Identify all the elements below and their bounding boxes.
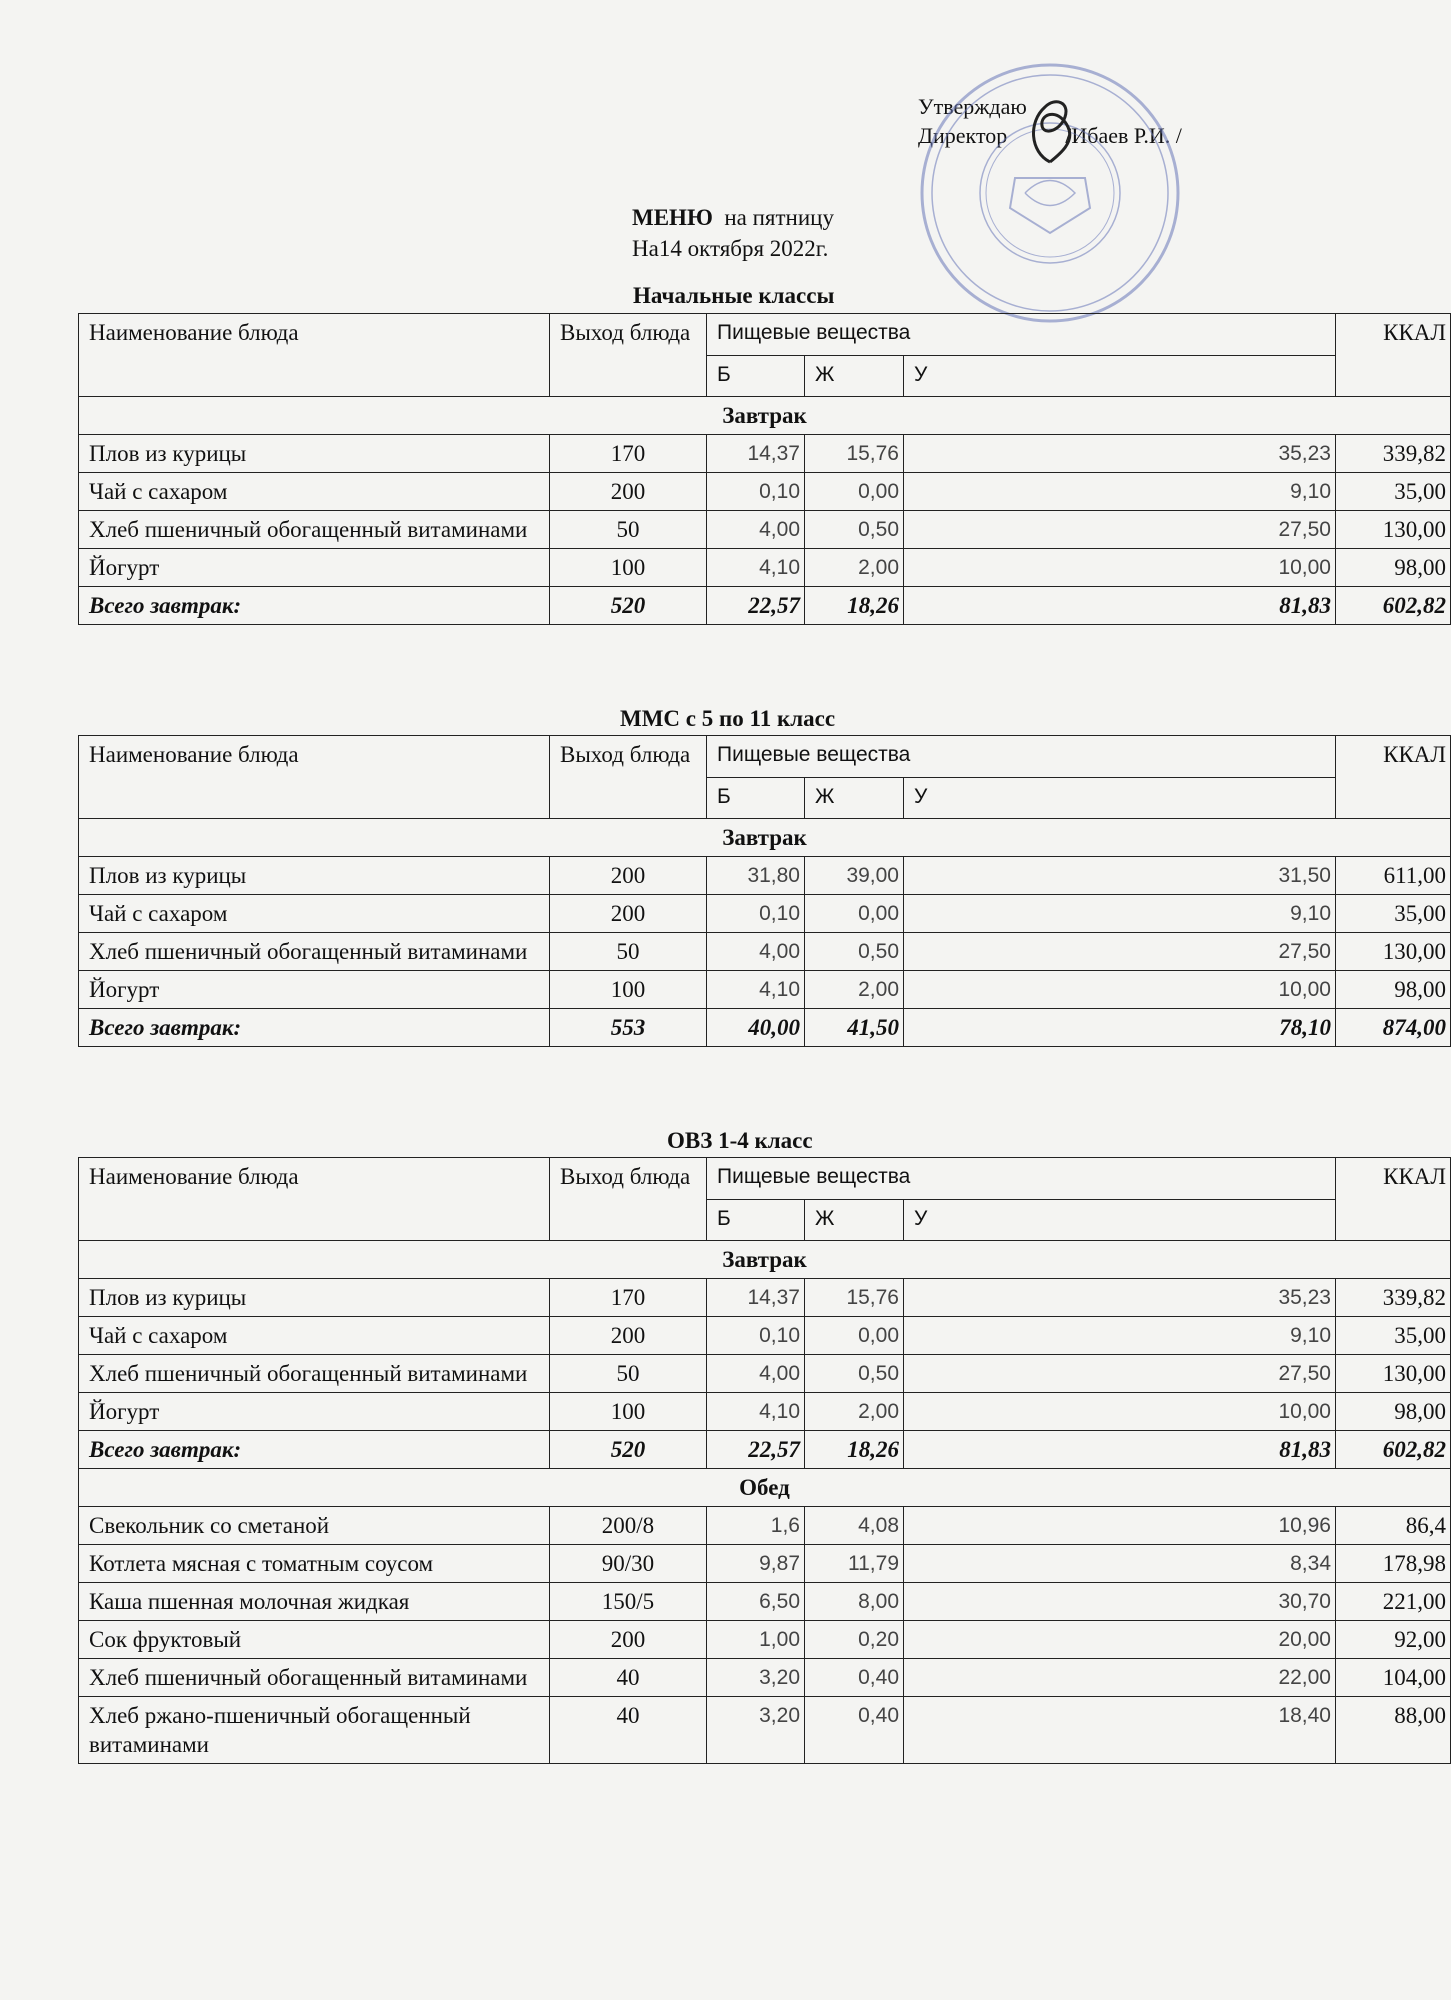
header-nutrients: Пищевые вещества	[707, 1158, 1336, 1200]
dish-fat: 0,50	[805, 933, 904, 971]
table-row	[79, 473, 1451, 511]
menu-day: на пятницу	[724, 205, 834, 230]
dish-fat: 11,79	[805, 1545, 904, 1583]
dish-fat: 0,50	[805, 1355, 904, 1393]
dish-fat: 0,00	[805, 895, 904, 933]
dish-output: 100	[550, 1393, 707, 1431]
dish-carbs: 9,10	[904, 473, 1336, 511]
total-protein: 40,00	[707, 1009, 805, 1047]
total-row	[79, 587, 1451, 625]
dish-protein: 0,10	[707, 473, 805, 511]
header-dish-name: Наименование блюда	[79, 314, 550, 397]
total-row	[79, 1431, 1451, 1469]
dish-output: 40	[550, 1697, 707, 1764]
dish-output: 50	[550, 511, 707, 549]
dish-fat: 15,76	[805, 435, 904, 473]
dish-protein: 14,37	[707, 1279, 805, 1317]
dish-protein: 1,00	[707, 1621, 805, 1659]
dish-fat: 2,00	[805, 1393, 904, 1431]
section-title-mms: ММС с 5 по 11 класс	[620, 706, 836, 731]
header-output: Выход блюда	[550, 736, 707, 819]
dish-protein: 9,87	[707, 1545, 805, 1583]
total-kcal: 602,82	[1336, 1431, 1451, 1469]
header-carbs: У	[904, 355, 1336, 397]
dish-carbs: 9,10	[904, 1317, 1336, 1355]
dish-name: Йогурт	[79, 971, 550, 1009]
header-protein: Б	[707, 777, 805, 819]
dish-kcal: 130,00	[1336, 933, 1451, 971]
dish-output: 100	[550, 971, 707, 1009]
total-carbs: 81,83	[904, 587, 1336, 625]
dish-kcal: 35,00	[1336, 1317, 1451, 1355]
dish-fat: 8,00	[805, 1583, 904, 1621]
dish-name: Хлеб пшеничный обогащенный витаминами	[79, 511, 550, 549]
table-header-row	[79, 1158, 1451, 1200]
dish-fat: 0,20	[805, 1621, 904, 1659]
dish-protein: 6,50	[707, 1583, 805, 1621]
dish-protein: 4,10	[707, 971, 805, 1009]
dish-output: 200/8	[550, 1507, 707, 1545]
total-kcal: 874,00	[1336, 1009, 1451, 1047]
dish-protein: 0,10	[707, 1317, 805, 1355]
dish-kcal: 98,00	[1336, 549, 1451, 587]
header-protein: Б	[707, 1199, 805, 1241]
dish-protein: 3,20	[707, 1697, 805, 1764]
dish-fat: 15,76	[805, 1279, 904, 1317]
dish-carbs: 27,50	[904, 511, 1336, 549]
dish-fat: 0,40	[805, 1659, 904, 1697]
dish-name: Свекольник со сметаной	[79, 1507, 550, 1545]
total-output: 520	[550, 1431, 707, 1469]
dish-fat: 0,00	[805, 1317, 904, 1355]
dish-fat: 0,00	[805, 473, 904, 511]
dish-kcal: 88,00	[1336, 1697, 1451, 1764]
table-row	[79, 971, 1451, 1009]
header-kcal: ККАЛ	[1336, 1158, 1451, 1241]
table-row	[79, 1279, 1451, 1317]
table-header-row	[79, 736, 1451, 778]
dish-output: 40	[550, 1659, 707, 1697]
dish-protein: 0,10	[707, 895, 805, 933]
menu-table-primary	[78, 313, 1451, 625]
dish-fat: 39,00	[805, 857, 904, 895]
meal-title: Завтрак	[79, 397, 1451, 435]
dish-name: Хлеб пшеничный обогащенный витаминами	[79, 1355, 550, 1393]
dish-kcal: 92,00	[1336, 1621, 1451, 1659]
dish-protein: 4,10	[707, 549, 805, 587]
dish-carbs: 35,23	[904, 1279, 1336, 1317]
dish-output: 200	[550, 473, 707, 511]
table-row	[79, 549, 1451, 587]
dish-protein: 31,80	[707, 857, 805, 895]
header-fat: Ж	[805, 1199, 904, 1241]
total-carbs: 78,10	[904, 1009, 1336, 1047]
dish-name: Плов из курицы	[79, 435, 550, 473]
table-row	[79, 1355, 1451, 1393]
total-kcal: 602,82	[1336, 587, 1451, 625]
header-kcal: ККАЛ	[1336, 314, 1451, 397]
dish-kcal: 98,00	[1336, 1393, 1451, 1431]
dish-output: 90/30	[550, 1545, 707, 1583]
dish-output: 200	[550, 857, 707, 895]
table-row	[79, 511, 1451, 549]
header-dish-name: Наименование блюда	[79, 736, 550, 819]
total-carbs: 81,83	[904, 1431, 1336, 1469]
dish-fat: 0,40	[805, 1697, 904, 1764]
dish-kcal: 104,00	[1336, 1659, 1451, 1697]
table-row	[79, 1621, 1451, 1659]
dish-carbs: 31,50	[904, 857, 1336, 895]
dish-carbs: 35,23	[904, 435, 1336, 473]
dish-name: Плов из курицы	[79, 1279, 550, 1317]
dish-kcal: 611,00	[1336, 857, 1451, 895]
dish-carbs: 20,00	[904, 1621, 1336, 1659]
dish-name: Котлета мясная с томатным соусом	[79, 1545, 550, 1583]
total-fat: 41,50	[805, 1009, 904, 1047]
dish-name: Хлеб пшеничный обогащенный витаминами	[79, 1659, 550, 1697]
dish-protein: 14,37	[707, 435, 805, 473]
dish-kcal: 339,82	[1336, 1279, 1451, 1317]
dish-carbs: 27,50	[904, 1355, 1336, 1393]
dish-name: Сок фруктовый	[79, 1621, 550, 1659]
section-title-primary: Начальные классы	[633, 283, 835, 308]
dish-kcal: 35,00	[1336, 473, 1451, 511]
signature-icon	[1020, 92, 1090, 172]
menu-title: МЕНЮ	[632, 205, 713, 230]
dish-name: Плов из курицы	[79, 857, 550, 895]
dish-kcal: 178,98	[1336, 1545, 1451, 1583]
dish-name: Чай с сахаром	[79, 895, 550, 933]
dish-kcal: 221,00	[1336, 1583, 1451, 1621]
table-row	[79, 1317, 1451, 1355]
dish-kcal: 35,00	[1336, 895, 1451, 933]
total-label: Всего завтрак:	[79, 1431, 550, 1469]
dish-output: 200	[550, 1621, 707, 1659]
dish-carbs: 10,00	[904, 549, 1336, 587]
director-name: /Ибаев Р.И. /	[1065, 123, 1182, 148]
dish-name: Чай с сахаром	[79, 473, 550, 511]
dish-name: Йогурт	[79, 1393, 550, 1431]
dish-kcal: 130,00	[1336, 511, 1451, 549]
table-row	[79, 1393, 1451, 1431]
dish-fat: 4,08	[805, 1507, 904, 1545]
dish-output: 200	[550, 1317, 707, 1355]
dish-protein: 1,6	[707, 1507, 805, 1545]
dish-name: Хлеб ржано-пшеничный обогащенный витаминами	[79, 1697, 550, 1764]
dish-protein: 3,20	[707, 1659, 805, 1697]
table-row	[79, 933, 1451, 971]
approve-label: Утверждаю	[918, 94, 1027, 119]
dish-fat: 2,00	[805, 549, 904, 587]
dish-carbs: 22,00	[904, 1659, 1336, 1697]
dish-carbs: 30,70	[904, 1583, 1336, 1621]
total-protein: 22,57	[707, 1431, 805, 1469]
dish-protein: 4,10	[707, 1393, 805, 1431]
dish-output: 150/5	[550, 1583, 707, 1621]
header-protein: Б	[707, 355, 805, 397]
dish-kcal: 98,00	[1336, 971, 1451, 1009]
dish-carbs: 27,50	[904, 933, 1336, 971]
dish-carbs: 10,00	[904, 971, 1336, 1009]
dish-name: Каша пшенная молочная жидкая	[79, 1583, 550, 1621]
total-output: 520	[550, 587, 707, 625]
header-output: Выход блюда	[550, 1158, 707, 1241]
header-carbs: У	[904, 777, 1336, 819]
header-nutrients: Пищевые вещества	[707, 314, 1336, 356]
dish-carbs: 10,96	[904, 1507, 1336, 1545]
dish-output: 170	[550, 435, 707, 473]
table-row	[79, 1583, 1451, 1621]
dish-carbs: 9,10	[904, 895, 1336, 933]
meal-title: Завтрак	[79, 1241, 1451, 1279]
header-kcal: ККАЛ	[1336, 736, 1451, 819]
meal-title: Завтрак	[79, 819, 1451, 857]
dish-protein: 4,00	[707, 933, 805, 971]
header-fat: Ж	[805, 355, 904, 397]
dish-kcal: 130,00	[1336, 1355, 1451, 1393]
table-row	[79, 1659, 1451, 1697]
lunch-title: Обед	[79, 1469, 1451, 1507]
total-label: Всего завтрак:	[79, 587, 550, 625]
table-row	[79, 435, 1451, 473]
total-protein: 22,57	[707, 587, 805, 625]
table-row	[79, 857, 1451, 895]
dish-fat: 0,50	[805, 511, 904, 549]
header-dish-name: Наименование блюда	[79, 1158, 550, 1241]
total-row	[79, 1009, 1451, 1047]
table-row	[79, 1507, 1451, 1545]
header-nutrients: Пищевые вещества	[707, 736, 1336, 778]
dish-name: Чай с сахаром	[79, 1317, 550, 1355]
dish-protein: 4,00	[707, 1355, 805, 1393]
dish-output: 50	[550, 933, 707, 971]
dish-carbs: 18,40	[904, 1697, 1336, 1764]
header-fat: Ж	[805, 777, 904, 819]
dish-output: 170	[550, 1279, 707, 1317]
section-title-ovz: ОВЗ 1-4 класс	[667, 1128, 813, 1153]
dish-fat: 2,00	[805, 971, 904, 1009]
table-row	[79, 1545, 1451, 1583]
menu-table-mms	[78, 735, 1451, 1047]
menu-date: На14 октября 2022г.	[632, 236, 829, 261]
total-fat: 18,26	[805, 587, 904, 625]
header-output: Выход блюда	[550, 314, 707, 397]
dish-name: Хлеб пшеничный обогащенный витаминами	[79, 933, 550, 971]
table-row	[79, 1697, 1451, 1764]
total-label: Всего завтрак:	[79, 1009, 550, 1047]
dish-carbs: 8,34	[904, 1545, 1336, 1583]
dish-protein: 4,00	[707, 511, 805, 549]
total-output: 553	[550, 1009, 707, 1047]
table-row	[79, 895, 1451, 933]
dish-kcal: 339,82	[1336, 435, 1451, 473]
dish-name: Йогурт	[79, 549, 550, 587]
total-fat: 18,26	[805, 1431, 904, 1469]
table-header-row	[79, 314, 1451, 356]
header-carbs: У	[904, 1199, 1336, 1241]
director-label: Директор	[918, 123, 1008, 148]
dish-output: 200	[550, 895, 707, 933]
dish-output: 50	[550, 1355, 707, 1393]
dish-output: 100	[550, 549, 707, 587]
dish-carbs: 10,00	[904, 1393, 1336, 1431]
menu-table-ovz	[78, 1157, 1451, 1764]
dish-kcal: 86,4	[1336, 1507, 1451, 1545]
menu-title-block	[632, 202, 834, 264]
